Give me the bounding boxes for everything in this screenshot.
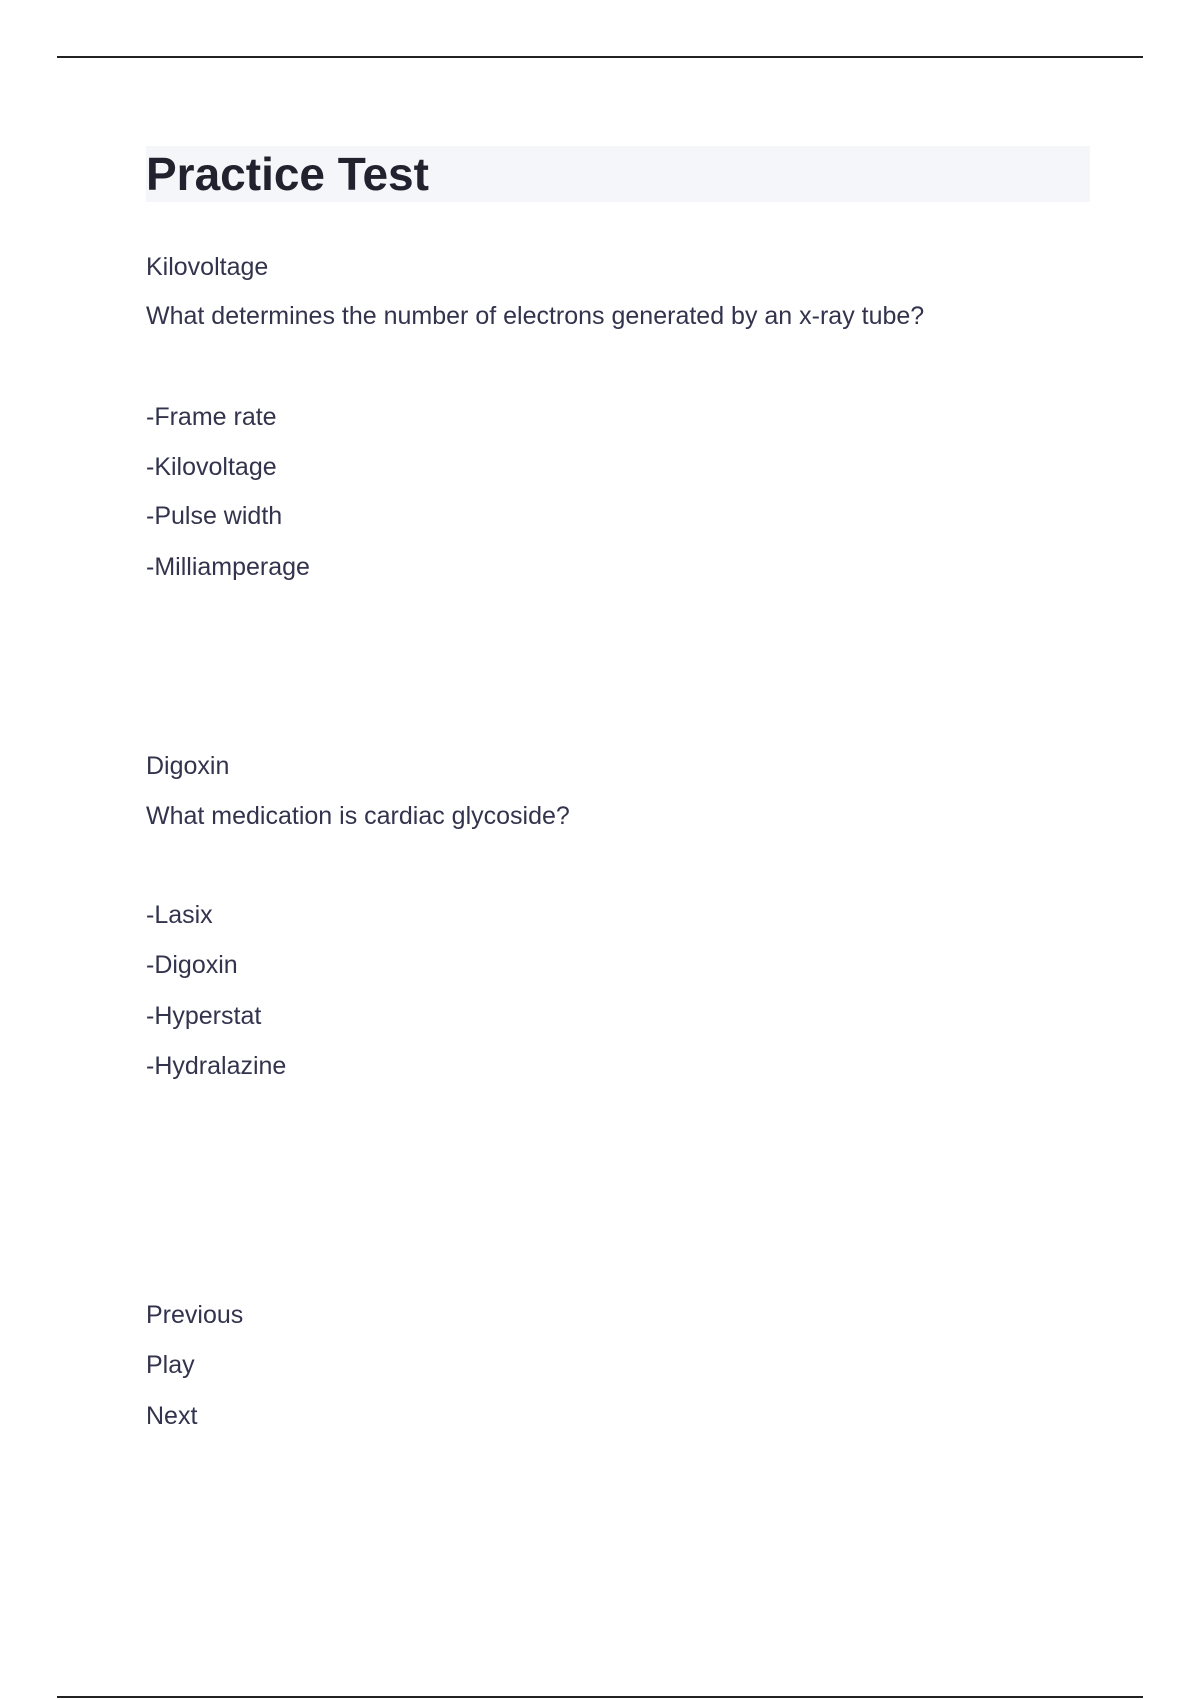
- question-2-option-1: -Lasix: [146, 901, 213, 929]
- question-2-option-2: -Digoxin: [146, 951, 238, 979]
- play-button[interactable]: Play: [146, 1351, 195, 1379]
- question-2-option-4: -Hydralazine: [146, 1052, 287, 1080]
- question-2-option-3: -Hyperstat: [146, 1002, 262, 1030]
- question-1-option-4: -Milliamperage: [146, 553, 310, 581]
- top-divider: [57, 56, 1143, 58]
- question-1-option-3: -Pulse width: [146, 502, 283, 530]
- question-2-prompt: What medication is cardiac glycoside?: [146, 802, 570, 830]
- question-1-answer: Kilovoltage: [146, 253, 269, 281]
- bottom-divider: [57, 1696, 1143, 1698]
- question-2-answer: Digoxin: [146, 752, 230, 780]
- next-button[interactable]: Next: [146, 1402, 198, 1430]
- previous-button[interactable]: Previous: [146, 1301, 244, 1329]
- question-1-option-1: -Frame rate: [146, 403, 277, 431]
- question-1-prompt: What determines the number of electrons generated by an x-ray tube?: [146, 302, 925, 330]
- page-title: Practice Test: [146, 148, 429, 200]
- question-1-option-2: -Kilovoltage: [146, 453, 277, 481]
